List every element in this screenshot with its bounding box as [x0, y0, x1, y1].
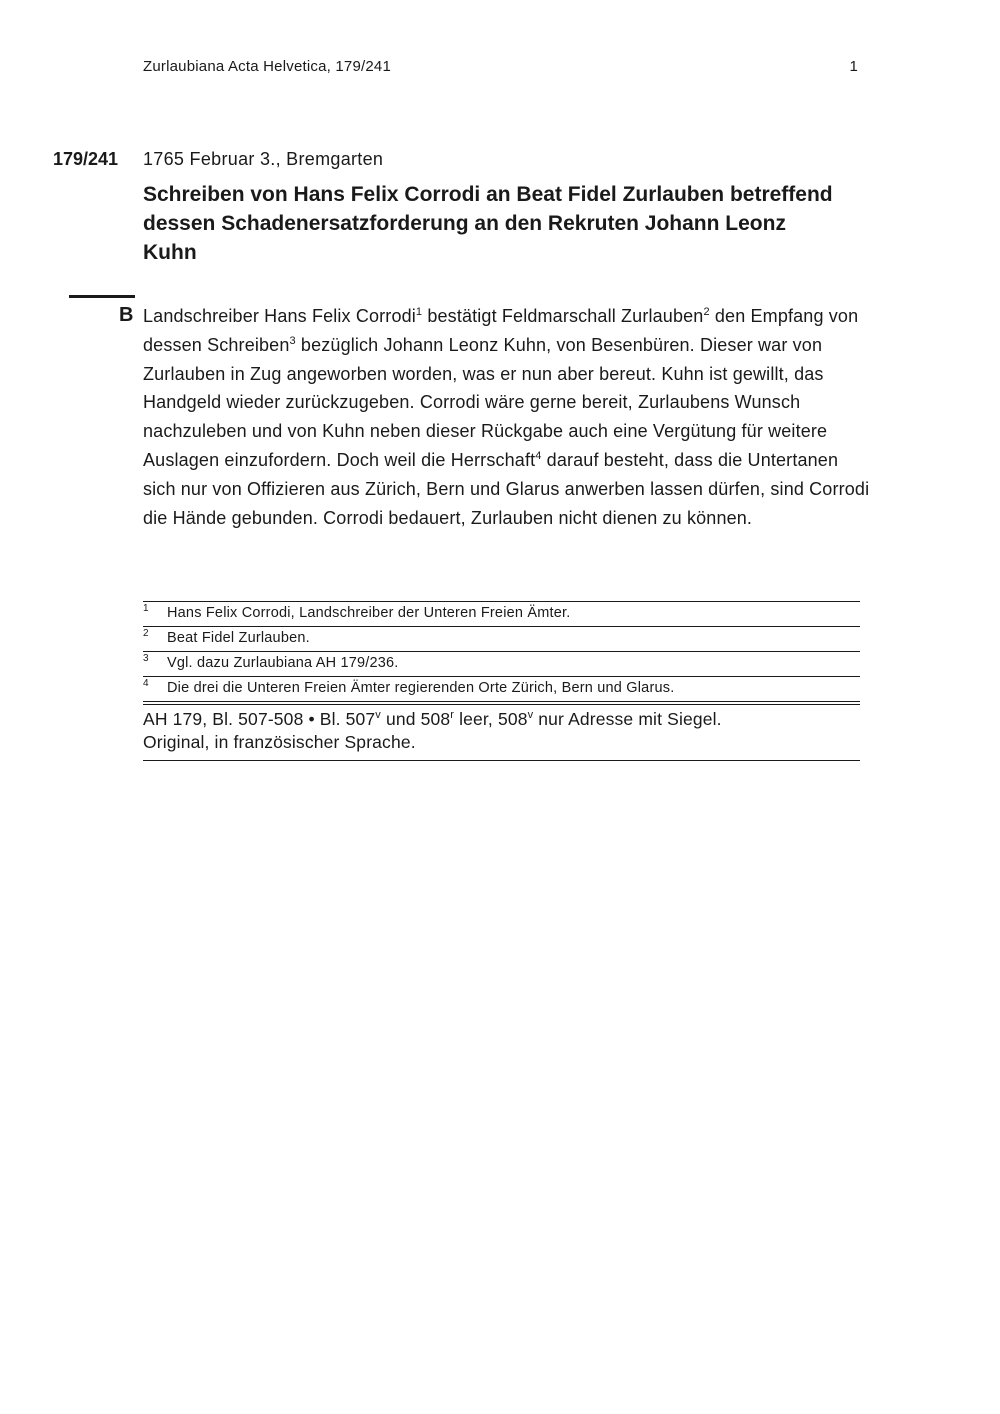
archive-line [143, 708, 860, 731]
footnote-number: 4 [143, 678, 149, 689]
summary-part: bezüglich Johann Leonz Kuhn, von Besenbüren. Dieser war von Zurlauben in Zug angeworben worden, was er nun aber bereut. Kuhn ist gewillt, das Handgeld wieder zurückzugeben. Corrodi wäre gerne bereit, Zurlaubens Wunsch nachzuleben und von Kuhn neben dieser Rückgabe auch eine Vergütung für weitere Auslagen einzufordern. Doch weil die Herrschaft [143, 334, 828, 470]
summary-part: den Empfang von dessen Schreiben [143, 306, 859, 355]
footnote-number: 1 [143, 603, 149, 614]
footnote-ref[interactable]: 2 [703, 306, 710, 318]
page-number: 1 [849, 58, 858, 75]
footnote [143, 652, 860, 677]
footnote-ref[interactable]: 3 [289, 334, 296, 347]
footnote [143, 602, 860, 627]
footnote-text: Die drei die Unteren Freien Ämter regierenden Orte Zürich, Bern und Glarus. [167, 680, 675, 696]
footnotes [143, 601, 860, 702]
footnote [143, 627, 860, 652]
footnote-text: Vgl. dazu Zurlaubiana AH 179/236. [167, 655, 399, 671]
archive-original-note: Original, in französischer Sprache. [143, 732, 416, 752]
footnote-number: 3 [143, 653, 149, 664]
footnote-ref[interactable]: 1 [415, 306, 423, 318]
summary-part: Landschreiber Hans Felix Corrodi [143, 306, 416, 326]
footnote-number: 2 [143, 628, 149, 639]
document-number: 179/241 [53, 149, 119, 169]
summary-text [143, 302, 873, 532]
archive-seg: und 508 [380, 709, 451, 729]
summary-part: bestätigt Feldmarschall Zurlauben [422, 306, 704, 326]
folio-side: v [527, 709, 534, 722]
footnote-ref[interactable]: 4 [535, 449, 542, 462]
document-title: Schreiben von Hans Felix Corrodi an Beat Fidel Zurlauben betreffend dessen Schadenersatzforderung an den Rekruten Johann Leonz Kuhn [143, 183, 833, 264]
archive-seg: nur Adresse mit Siegel. [533, 709, 722, 729]
folio-side: v [375, 709, 381, 722]
running-title: Zurlaubiana Acta Helvetica, 179/241 [143, 58, 391, 75]
summary-part: darauf besteht, dass die Untertanen sich nur von Offizieren aus Zürich, Bern und Glarus anwerben lassen dürfen, sind Corrodi die Hände gebunden. Corrodi bedauert, Zurlauben nicht dienen zu können. [143, 449, 870, 528]
margin-letter: B [119, 304, 134, 326]
folio-side: r [450, 709, 455, 722]
archive-reference [143, 704, 860, 761]
running-header [143, 58, 858, 75]
footnote [143, 677, 860, 702]
archive-seg: leer, 508 [454, 709, 528, 729]
footnote-text: Beat Fidel Zurlauben. [167, 630, 310, 646]
margin-rule [69, 295, 135, 298]
footnote-text: Hans Felix Corrodi, Landschreiber der Unteren Freien Ämter. [167, 605, 571, 621]
document-date-place: 1765 Februar 3., Bremgarten [143, 149, 384, 169]
archive-seg: AH 179, Bl. 507-508 • Bl. 507 [143, 709, 376, 729]
